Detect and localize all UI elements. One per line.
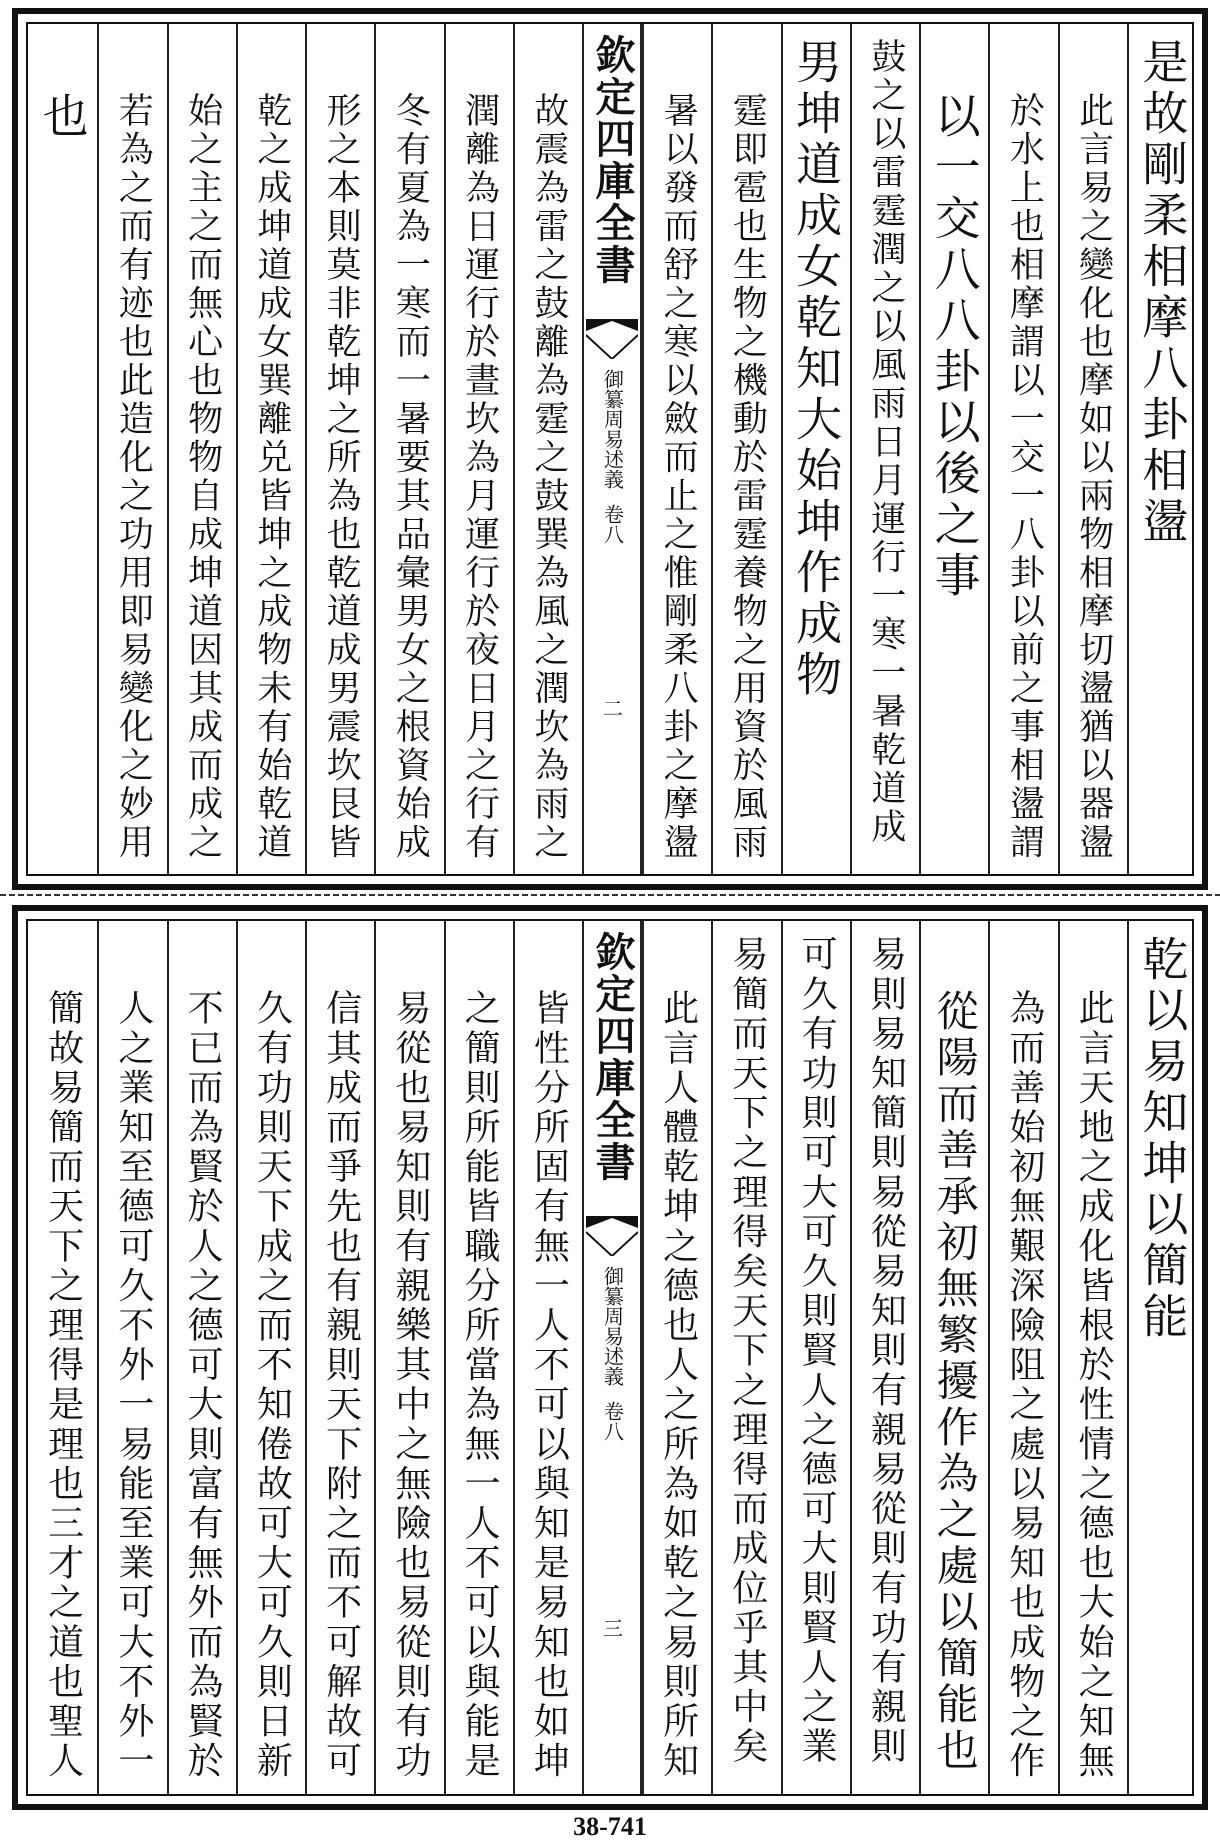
lower-page xyxy=(12,905,1208,1810)
upper-text-column xyxy=(1127,24,1196,874)
lower-volume-label: 卷八 xyxy=(600,1401,625,1441)
lower-column-text: 之簡則所能皆職分所當為無一人不可以與能是 xyxy=(459,989,501,1781)
upper-column-text: 故震為雷之鼓離為霆之鼓巽為風之潤坎為雨之 xyxy=(528,92,569,862)
lower-column-text: 皆性分所固有無一人不可以與知是易知也如坤 xyxy=(528,989,570,1781)
lower-text-column xyxy=(642,921,711,1794)
lower-page-frame xyxy=(26,919,1194,1796)
lower-text-column xyxy=(711,921,780,1794)
upper-column-text: 也 xyxy=(35,92,90,143)
upper-text-column xyxy=(711,24,780,874)
upper-leaf-number: 二 xyxy=(599,698,624,718)
upper-column-text: 於水上也相摩謂以一交一八卦以前之事相盪謂 xyxy=(1004,92,1045,862)
lower-text-column xyxy=(28,921,97,1794)
upper-column-text: 鼓之以雷霆潤之以風雨日月運行一寒一暑乾道成 xyxy=(865,38,906,847)
lower-column-text: 乾以易知坤以簡能 xyxy=(1135,935,1190,1343)
upper-text-column xyxy=(236,24,305,874)
upper-column-text: 以一交八八卦以後之事 xyxy=(927,92,982,602)
lower-text-column xyxy=(305,921,374,1794)
upper-volume-label: 卷八 xyxy=(600,504,625,544)
lower-column-text: 易則易知簡則易從易知則有親易從則有功有親則 xyxy=(865,935,907,1767)
upper-column-text: 霆即雹也生物之機動於雷霆養物之用資於風雨 xyxy=(727,92,768,862)
upper-text-column xyxy=(850,24,919,874)
lower-column-text: 可久有功則可大可久則賢人之德可大則賢人之業 xyxy=(796,935,838,1767)
lower-text-column xyxy=(236,921,305,1794)
upper-center-column xyxy=(582,24,642,874)
upper-text-column xyxy=(919,24,988,874)
lower-text-column xyxy=(919,921,988,1794)
upper-text-column xyxy=(97,24,166,874)
page-separator xyxy=(0,894,1220,896)
upper-column-text: 男坤道成女乾知大始坤作成物 xyxy=(789,38,844,701)
lower-column-text: 從陽而善承初無繁擾作為之處以簡能也 xyxy=(930,989,980,1775)
lower-text-column xyxy=(988,921,1057,1794)
upper-collection-title: 欽定四庫全書 xyxy=(589,34,636,286)
lower-text-column xyxy=(444,921,513,1794)
upper-fishtail-mark xyxy=(586,319,638,359)
upper-column-text: 形之本則莫非乾坤之所為也乾道成男震坎艮皆 xyxy=(321,92,362,862)
upper-text-column xyxy=(988,24,1057,874)
lower-column-text: 人之業知至德可久不外一易能至業可大不外一 xyxy=(112,989,154,1781)
upper-column-text: 乾之成坤道成女巽離兑皆坤之成物未有始乾道 xyxy=(251,92,292,862)
lower-column-text: 久有功則天下成之而不知倦故可大可久則日新 xyxy=(251,989,293,1781)
lower-fishtail-mark xyxy=(586,1216,638,1256)
lower-column-text: 此言人體乾坤之德也人之所為如乾之易則所知 xyxy=(657,989,699,1781)
lower-text-column xyxy=(1058,921,1127,1794)
lower-text-column xyxy=(374,921,443,1794)
lower-text-column xyxy=(850,921,919,1794)
lower-text-column xyxy=(167,921,236,1794)
upper-page-frame xyxy=(26,22,1194,876)
upper-column-text: 暑以發而舒之寒以斂而止之惟剛柔八卦之摩盪 xyxy=(658,92,699,862)
lower-column-text: 此言天地之成化皆根於性情之德也大始之知無 xyxy=(1073,989,1115,1781)
upper-text-column xyxy=(28,24,97,874)
lower-center-column xyxy=(582,921,642,1794)
page-number: 38-741 xyxy=(573,1812,647,1841)
lower-collection-title: 欽定四庫全書 xyxy=(589,931,636,1183)
upper-text-column xyxy=(513,24,582,874)
lower-column-text: 不已而為賢於人之德可大則富有無外而為賢於 xyxy=(182,989,224,1781)
upper-column-text: 潤離為日運行於晝坎為月運行於夜日月之行有 xyxy=(459,92,500,862)
lower-column-text: 為而善始初無艱深險阻之處以易知也成物之作 xyxy=(1003,989,1045,1781)
upper-column-text: 是故剛柔相摩八卦相盪 xyxy=(1135,38,1190,548)
lower-text-column xyxy=(97,921,166,1794)
lower-text-column xyxy=(1127,921,1196,1794)
lower-column-text: 簡故易簡而天下之理得是理也三才之道也聖人 xyxy=(42,989,84,1781)
lower-leaf-number: 三 xyxy=(599,1618,624,1638)
upper-text-column xyxy=(167,24,236,874)
upper-text-column xyxy=(374,24,443,874)
lower-column-text: 信其成而爭先也有親則天下附之而不可解故可 xyxy=(320,989,362,1781)
upper-text-column xyxy=(305,24,374,874)
lower-column-text: 易從也易知則有親樂其中之無險也易從則有功 xyxy=(389,989,431,1781)
upper-text-column xyxy=(1058,24,1127,874)
upper-column-text: 若為之而有迹也此造化之功用即易變化之妙用 xyxy=(113,92,154,862)
upper-column-text: 始之主之而無心也物物自成坤道因其成而成之 xyxy=(182,92,223,862)
lower-text-column xyxy=(781,921,850,1794)
upper-text-column xyxy=(642,24,711,874)
upper-column-text: 冬有夏為一寒而一暑要其品彙男女之根資始成 xyxy=(390,92,431,862)
upper-column-text: 此言易之變化也摩如以兩物相摩切盪猶以器盪 xyxy=(1073,92,1114,862)
lower-text-column xyxy=(513,921,582,1794)
upper-text-column xyxy=(781,24,850,874)
upper-page xyxy=(12,8,1208,890)
lower-book-title: 御纂周易述義 xyxy=(600,1266,625,1386)
upper-book-title: 御纂周易述義 xyxy=(600,369,625,489)
upper-text-column xyxy=(444,24,513,874)
lower-column-text: 易簡而天下之理得矣天下之理得而成位乎其中矣 xyxy=(726,935,768,1767)
